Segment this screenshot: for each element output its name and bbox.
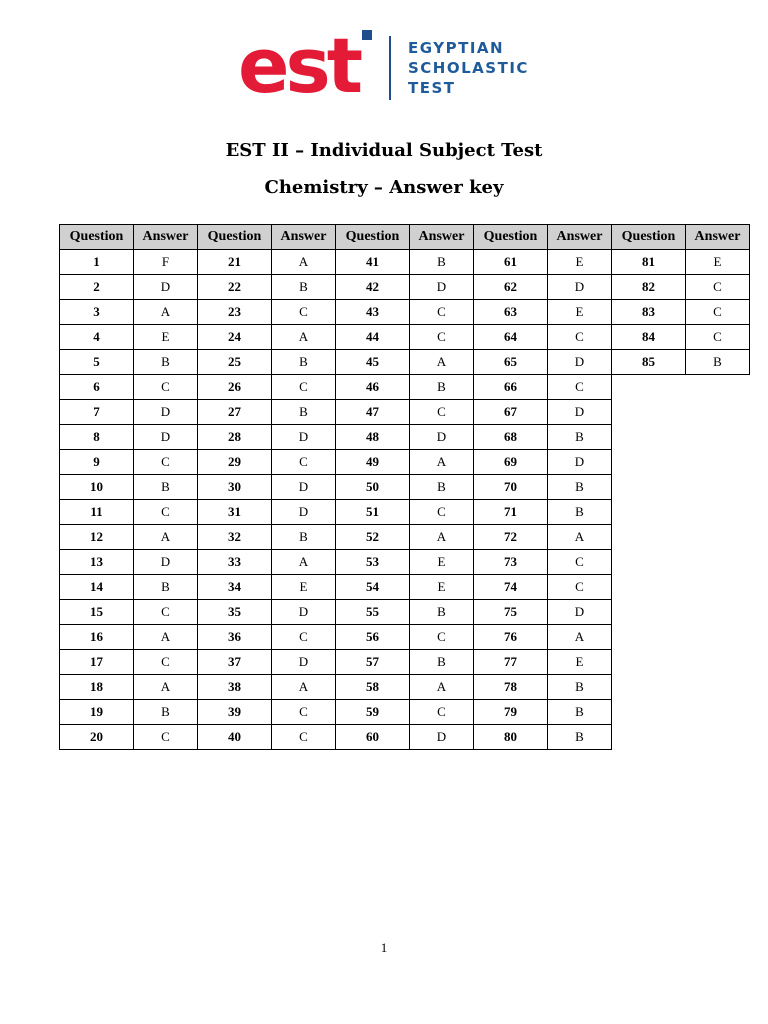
- answer-letter: E: [410, 550, 474, 575]
- question-number: 80: [474, 725, 548, 750]
- question-number: 6: [60, 375, 134, 400]
- answer-letter: A: [272, 675, 336, 700]
- empty-cell: [612, 450, 686, 475]
- question-number: 26: [198, 375, 272, 400]
- question-number: 13: [60, 550, 134, 575]
- answer-letter: B: [134, 700, 198, 725]
- question-number: 36: [198, 625, 272, 650]
- question-number: 54: [336, 575, 410, 600]
- empty-cell: [686, 625, 750, 650]
- table-row: [60, 600, 750, 625]
- answer-letter: A: [410, 450, 474, 475]
- question-number: 7: [60, 400, 134, 425]
- answer-letter: B: [272, 350, 336, 375]
- empty-cell: [686, 525, 750, 550]
- table-row: [60, 675, 750, 700]
- table-row: [60, 425, 750, 450]
- answer-letter: E: [272, 575, 336, 600]
- answer-letter: D: [548, 400, 612, 425]
- question-number: 35: [198, 600, 272, 625]
- question-number: 15: [60, 600, 134, 625]
- answer-letter: B: [410, 600, 474, 625]
- answer-letter: B: [410, 375, 474, 400]
- logo-mark-text: est: [238, 21, 360, 110]
- question-number: 37: [198, 650, 272, 675]
- question-number: 52: [336, 525, 410, 550]
- question-number: 75: [474, 600, 548, 625]
- empty-cell: [686, 450, 750, 475]
- answer-letter: E: [686, 250, 750, 275]
- empty-cell: [612, 525, 686, 550]
- question-number: 84: [612, 325, 686, 350]
- question-number: 61: [474, 250, 548, 275]
- est-logo: [238, 21, 548, 110]
- answer-letter: D: [272, 600, 336, 625]
- answer-letter: A: [410, 675, 474, 700]
- question-number: 77: [474, 650, 548, 675]
- answer-letter: C: [410, 500, 474, 525]
- question-number: 55: [336, 600, 410, 625]
- header-answer: Answer: [410, 225, 474, 250]
- question-number: 31: [198, 500, 272, 525]
- question-number: 9: [60, 450, 134, 475]
- answer-letter: B: [410, 650, 474, 675]
- question-number: 21: [198, 250, 272, 275]
- header-question: Question: [198, 225, 272, 250]
- question-number: 17: [60, 650, 134, 675]
- answer-letter: C: [134, 650, 198, 675]
- answer-letter: C: [134, 500, 198, 525]
- question-number: 69: [474, 450, 548, 475]
- answer-letter: F: [134, 250, 198, 275]
- question-number: 72: [474, 525, 548, 550]
- table-row: [60, 650, 750, 675]
- answer-letter: E: [548, 250, 612, 275]
- table-row: [60, 450, 750, 475]
- answer-letter: A: [134, 625, 198, 650]
- answer-letter: C: [272, 300, 336, 325]
- answer-letter: C: [410, 625, 474, 650]
- answer-letter: C: [686, 325, 750, 350]
- answer-letter: D: [410, 275, 474, 300]
- answer-letter: B: [548, 425, 612, 450]
- question-number: 76: [474, 625, 548, 650]
- answer-letter: D: [548, 350, 612, 375]
- answer-letter: C: [410, 325, 474, 350]
- answer-letter: D: [548, 275, 612, 300]
- answer-letter: C: [548, 550, 612, 575]
- question-number: 2: [60, 275, 134, 300]
- answer-letter: C: [134, 450, 198, 475]
- logo-line: TEST: [408, 79, 456, 97]
- answer-letter: B: [548, 675, 612, 700]
- question-number: 33: [198, 550, 272, 575]
- answer-letter: B: [272, 275, 336, 300]
- empty-cell: [612, 600, 686, 625]
- logo-wordmark: [408, 38, 529, 98]
- logo-line: SCHOLASTIC: [408, 59, 529, 77]
- header-answer: Answer: [134, 225, 198, 250]
- table-row: [60, 350, 750, 375]
- answer-letter: A: [272, 250, 336, 275]
- answer-letter: A: [548, 525, 612, 550]
- question-number: 14: [60, 575, 134, 600]
- table-row: [60, 475, 750, 500]
- answer-letter: C: [272, 625, 336, 650]
- answer-letter: B: [548, 725, 612, 750]
- question-number: 41: [336, 250, 410, 275]
- answer-letter: B: [134, 575, 198, 600]
- question-number: 64: [474, 325, 548, 350]
- empty-cell: [686, 375, 750, 400]
- document-subtitle: Chemistry – Answer key: [264, 177, 504, 198]
- question-number: 46: [336, 375, 410, 400]
- question-number: 29: [198, 450, 272, 475]
- answer-letter: C: [272, 725, 336, 750]
- question-number: 16: [60, 625, 134, 650]
- answer-letter: D: [272, 425, 336, 450]
- header-question: Question: [336, 225, 410, 250]
- question-number: 18: [60, 675, 134, 700]
- question-number: 25: [198, 350, 272, 375]
- empty-cell: [612, 625, 686, 650]
- document-title: EST II – Individual Subject Test: [225, 140, 543, 161]
- question-number: 60: [336, 725, 410, 750]
- table-row: [60, 250, 750, 275]
- header-answer: Answer: [272, 225, 336, 250]
- answer-letter: A: [134, 525, 198, 550]
- logo-flag-icon: [362, 30, 372, 40]
- answer-letter: D: [548, 600, 612, 625]
- answer-letter: E: [410, 575, 474, 600]
- header-question: Question: [60, 225, 134, 250]
- answer-letter: C: [272, 450, 336, 475]
- logo-line: EGYPTIAN: [408, 39, 505, 57]
- est-logo-mark: [238, 21, 378, 110]
- answer-letter: C: [686, 300, 750, 325]
- question-number: 49: [336, 450, 410, 475]
- question-number: 27: [198, 400, 272, 425]
- question-number: 65: [474, 350, 548, 375]
- question-number: 3: [60, 300, 134, 325]
- table-row: [60, 575, 750, 600]
- question-number: 30: [198, 475, 272, 500]
- answer-letter: D: [272, 650, 336, 675]
- answer-letter: D: [272, 475, 336, 500]
- question-number: 45: [336, 350, 410, 375]
- question-number: 42: [336, 275, 410, 300]
- answer-letter: B: [134, 350, 198, 375]
- question-number: 57: [336, 650, 410, 675]
- question-number: 4: [60, 325, 134, 350]
- question-number: 47: [336, 400, 410, 425]
- question-number: 59: [336, 700, 410, 725]
- answer-letter: D: [134, 550, 198, 575]
- answer-letter: B: [410, 250, 474, 275]
- answer-letter: C: [134, 375, 198, 400]
- answer-letter: C: [548, 375, 612, 400]
- question-number: 56: [336, 625, 410, 650]
- empty-cell: [686, 650, 750, 675]
- header-answer: Answer: [686, 225, 750, 250]
- header-question: Question: [612, 225, 686, 250]
- answer-letter: A: [410, 350, 474, 375]
- question-number: 71: [474, 500, 548, 525]
- question-number: 34: [198, 575, 272, 600]
- question-number: 20: [60, 725, 134, 750]
- answer-letter: B: [272, 400, 336, 425]
- empty-cell: [686, 475, 750, 500]
- empty-cell: [612, 575, 686, 600]
- question-number: 23: [198, 300, 272, 325]
- answer-letter: C: [410, 300, 474, 325]
- answer-letter: C: [272, 375, 336, 400]
- empty-cell: [686, 600, 750, 625]
- question-number: 70: [474, 475, 548, 500]
- answer-letter: C: [548, 575, 612, 600]
- question-number: 68: [474, 425, 548, 450]
- answer-letter: C: [410, 400, 474, 425]
- answer-key-table: [59, 224, 750, 750]
- empty-cell: [686, 500, 750, 525]
- question-number: 1: [60, 250, 134, 275]
- question-number: 83: [612, 300, 686, 325]
- table-row: [60, 275, 750, 300]
- empty-cell: [612, 675, 686, 700]
- question-number: 40: [198, 725, 272, 750]
- table-row: [60, 400, 750, 425]
- answer-letter: B: [548, 500, 612, 525]
- empty-cell: [686, 550, 750, 575]
- answer-letter: E: [548, 300, 612, 325]
- answer-letter: A: [272, 550, 336, 575]
- question-number: 22: [198, 275, 272, 300]
- empty-cell: [686, 725, 750, 750]
- question-number: 63: [474, 300, 548, 325]
- question-number: 62: [474, 275, 548, 300]
- question-number: 38: [198, 675, 272, 700]
- logo-divider: [389, 36, 391, 100]
- question-number: 74: [474, 575, 548, 600]
- answer-letter: B: [686, 350, 750, 375]
- question-number: 82: [612, 275, 686, 300]
- answer-letter: B: [410, 475, 474, 500]
- table-row: [60, 525, 750, 550]
- question-number: 79: [474, 700, 548, 725]
- question-number: 73: [474, 550, 548, 575]
- question-number: 10: [60, 475, 134, 500]
- answer-letter: A: [272, 325, 336, 350]
- answer-letter: D: [548, 450, 612, 475]
- question-number: 43: [336, 300, 410, 325]
- empty-cell: [686, 575, 750, 600]
- empty-cell: [686, 400, 750, 425]
- answer-letter: B: [134, 475, 198, 500]
- answer-letter: C: [548, 325, 612, 350]
- question-number: 28: [198, 425, 272, 450]
- answer-letter: B: [272, 525, 336, 550]
- question-number: 53: [336, 550, 410, 575]
- question-number: 67: [474, 400, 548, 425]
- answer-letter: B: [548, 475, 612, 500]
- answer-letter: E: [134, 325, 198, 350]
- table-row: [60, 500, 750, 525]
- question-number: 11: [60, 500, 134, 525]
- question-number: 81: [612, 250, 686, 275]
- answer-letter: C: [686, 275, 750, 300]
- empty-cell: [612, 550, 686, 575]
- question-number: 48: [336, 425, 410, 450]
- question-number: 39: [198, 700, 272, 725]
- table-row: [60, 625, 750, 650]
- table-row: [60, 300, 750, 325]
- answer-letter: A: [134, 675, 198, 700]
- header-answer: Answer: [548, 225, 612, 250]
- question-number: 5: [60, 350, 134, 375]
- question-number: 50: [336, 475, 410, 500]
- table-row: [60, 375, 750, 400]
- page-number: 1: [380, 940, 388, 955]
- answer-letter: C: [410, 700, 474, 725]
- question-number: 24: [198, 325, 272, 350]
- question-number: 66: [474, 375, 548, 400]
- question-number: 78: [474, 675, 548, 700]
- answer-letter: A: [134, 300, 198, 325]
- empty-cell: [612, 375, 686, 400]
- table-row: [60, 550, 750, 575]
- answer-letter: E: [548, 650, 612, 675]
- empty-cell: [612, 700, 686, 725]
- empty-cell: [612, 500, 686, 525]
- answer-letter: D: [134, 400, 198, 425]
- answer-letter: D: [134, 425, 198, 450]
- empty-cell: [612, 725, 686, 750]
- empty-cell: [612, 650, 686, 675]
- answer-letter: D: [410, 725, 474, 750]
- question-number: 51: [336, 500, 410, 525]
- question-number: 85: [612, 350, 686, 375]
- table-row: [60, 725, 750, 750]
- answer-letter: D: [134, 275, 198, 300]
- answer-letter: C: [134, 600, 198, 625]
- answer-letter: C: [272, 700, 336, 725]
- header-question: Question: [474, 225, 548, 250]
- empty-cell: [686, 425, 750, 450]
- question-number: 44: [336, 325, 410, 350]
- answer-letter: C: [134, 725, 198, 750]
- table-row: [60, 700, 750, 725]
- question-number: 32: [198, 525, 272, 550]
- answer-letter: A: [548, 625, 612, 650]
- empty-cell: [612, 425, 686, 450]
- header-row: [60, 225, 750, 250]
- answer-letter: D: [410, 425, 474, 450]
- answer-letter: A: [410, 525, 474, 550]
- question-number: 19: [60, 700, 134, 725]
- answer-letter: D: [272, 500, 336, 525]
- answer-letter: B: [548, 700, 612, 725]
- question-number: 58: [336, 675, 410, 700]
- question-number: 8: [60, 425, 134, 450]
- question-number: 12: [60, 525, 134, 550]
- empty-cell: [612, 475, 686, 500]
- table-row: [60, 325, 750, 350]
- empty-cell: [686, 700, 750, 725]
- empty-cell: [612, 400, 686, 425]
- empty-cell: [686, 675, 750, 700]
